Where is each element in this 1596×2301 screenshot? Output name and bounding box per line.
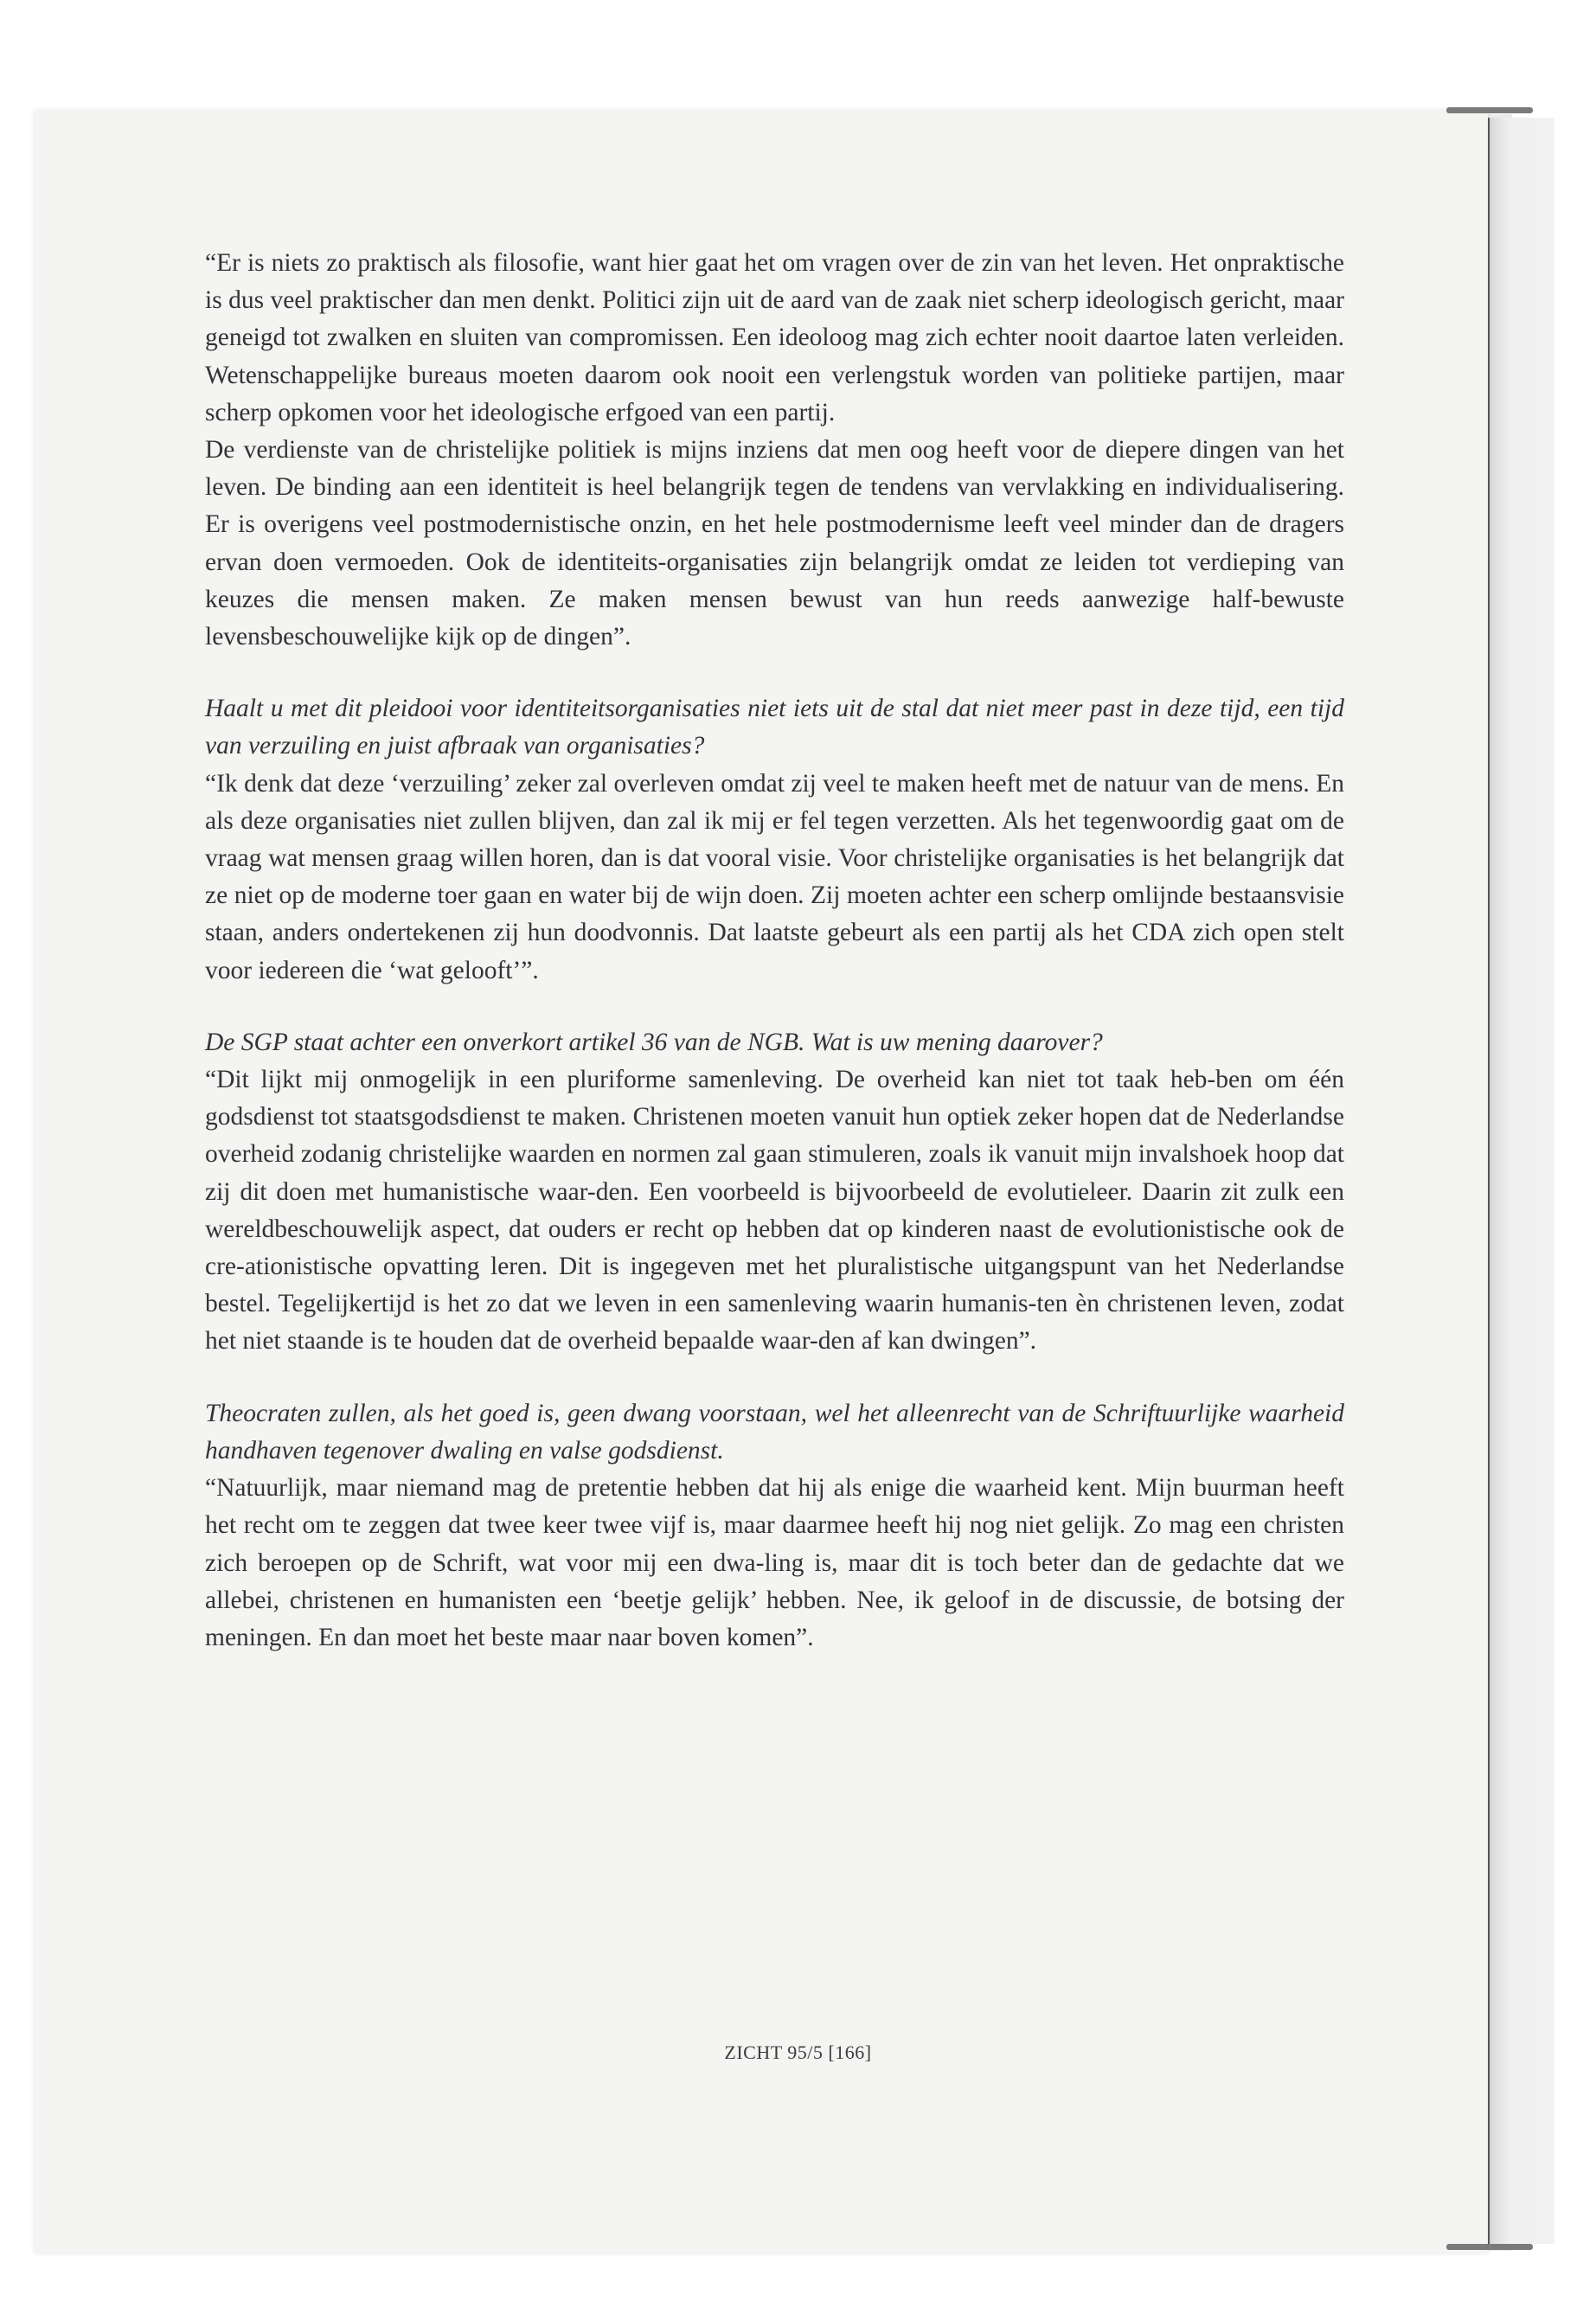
question-3: Theocraten zullen, als het goed is, geen dwang voorstaan, wel het alleenrecht van de Schriftuurlijke waarheid handhaven tegenover dwaling en valse godsdienst. — [205, 1399, 1344, 1465]
page-footer: ZICHT 95/5 [166] — [724, 2041, 872, 2063]
answer-paragraph-3: “Ik denk dat deze ‘verzuiling’ zeker zal overleven omdat zij veel te maken heeft met de natuur van de mens. En als deze organisaties niet zullen blijven, dan zal ik mij er fel tegen verzetten. Als het tegenwoordig gaat om de vraag wat mensen graag willen horen, dan is dat vooral visie. Voor christelijke organisaties is het belangrijk dat ze niet op de moderne toer gaan en water bij de wijn doen. Zij moeten achter een scherp omlijnde bestaansvisie staan, anders ondertekenen zij hun doodvonnis. Dat laatste gebeurt als een partij als het CDA zich open stelt voor iedereen die ‘wat gelooft’”. — [205, 769, 1344, 984]
binder-clip-top — [1446, 107, 1533, 113]
binder-spine — [1488, 118, 1554, 2244]
question-2: De SGP staat achter een onverkort artikel 36 van de NGB. Wat is uw mening daarover? — [205, 1028, 1103, 1056]
answer-paragraph-1: “Er is niets zo praktisch als filosofie, want hier gaat het om vragen over de zin van het leven. Het onpraktische is dus veel praktischer dan men denkt. Politici zijn uit de aard van de zaak niet scherp ideologisch gericht, maar geneigd tot zwalken en sluiten van compromissen. Een ideoloog mag zich echter nooit daartoe laten verleiden. Wetenschappelijke bureaus moeten daarom ook nooit een verlengstuk worden van politieke partijen, maar scherp opkomen voor het ideologische erfgoed van een partij. — [205, 249, 1344, 426]
binder-clip-bottom — [1446, 2244, 1533, 2250]
answer-paragraph-4: “Dit lijkt mij onmogelijk in een pluriforme samenleving. De overheid kan niet tot taak heb-ben om één godsdienst tot staatsgodsdienst te maken. Christenen moeten vanuit hun optiek zeker hopen dat de Nederlandse overheid zodanig christelijke waarden en normen zal gaan stimuleren, zoals ik vanuit mijn invalshoek hoop dat zij dit doen met humanistische waar-den. Een voorbeeld is bijvoorbeeld de evolutieleer. Daarin zit zulk een wereldbeschouwelijk aspect, dat ouders er recht op hebben dat op kinderen naast de evolutionistische ook de cre-ationistische opvatting leren. Dit is ingegeven met het pluralistische uitgangspunt van het Nederlandse bestel. Tegelijkertijd is het zo dat we leven in een samenleving waarin humanis-ten èn christenen leven, zodat het niet staande is te houden dat de overheid bepaalde waar-den af kan dwingen”. — [205, 1066, 1344, 1356]
article-body — [205, 245, 1344, 1657]
answer-paragraph-5: “Natuurlijk, maar niemand mag de pretentie hebben dat hij als enige die waarheid kent. Mijn buurman heeft het recht om te zeggen dat twee keer twee vijf is, maar daarmee heeft hij nog niet gelijk. Zo mag een christen zich beroepen op de Schrift, wat voor mij een dwa-ling is, maar dit is toch beter dan de gedachte dat we allebei, christenen en humanisten een ‘beetje gelijk’ hebben. Nee, ik geloof in de discussie, de botsing der meningen. En dan moet het beste maar naar boven komen”. — [205, 1474, 1344, 1651]
answer-paragraph-2: De verdienste van de christelijke politiek is mijns inziens dat men oog heeft voor de diepere dingen van het leven. De binding aan een identiteit is heel belangrijk tegen de tendens van vervlakking en individualisering. Er is overigens veel postmodernistische onzin, en het hele postmodernisme leeft veel minder dan de dragers ervan doen vermoeden. Ook de identiteits-organisaties zijn belangrijk omdat ze leiden tot verdieping van keuzes die mensen maken. Ze maken mensen bewust van hun reeds aanwezige half-bewuste levensbeschouwelijke kijk op de dingen”. — [205, 436, 1344, 651]
question-1: Haalt u met dit pleidooi voor identiteitsorganisaties niet iets uit de stal dat niet meer past in deze tijd, een tijd van verzuiling en juist afbraak van organisaties? — [205, 695, 1344, 760]
